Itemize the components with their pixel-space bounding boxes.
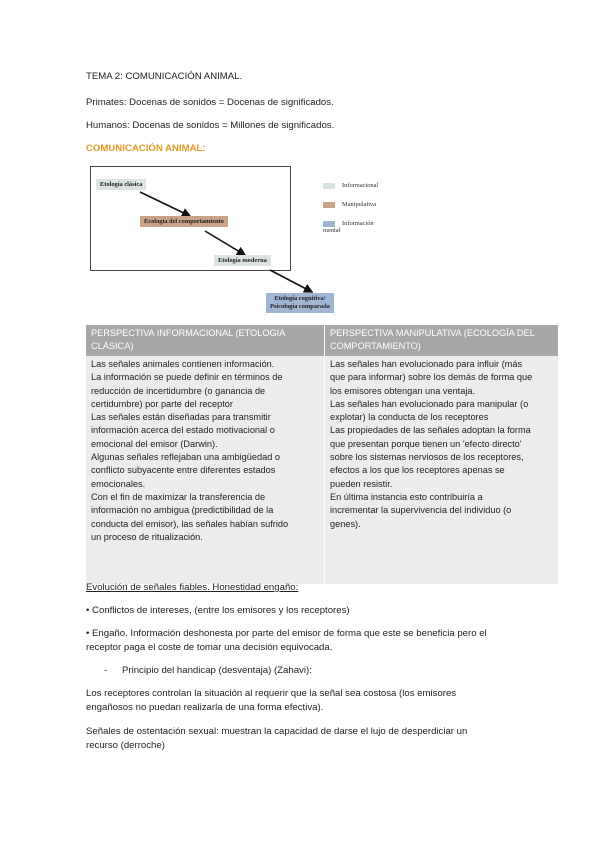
cell-line: Las propiedades de las señales adoptan la forma <box>330 425 531 436</box>
intro-line-primates: Primates: Docenas de sonidos = Docenas de significados. <box>86 97 334 108</box>
legend-label: Informacional <box>342 182 379 189</box>
cell-line: genes). <box>330 518 361 529</box>
cell-line: La información se puede definir en términos de <box>91 372 283 383</box>
para-ostentacion-1: Señales de ostentación sexual: muestran la capacidad de darse el lujo de desperdiciar un <box>86 726 468 737</box>
cell-line: Las señales están diseñadas para transmitir <box>91 412 271 423</box>
arrow-comportamiento-to-moderna <box>205 231 245 255</box>
cell-line: pueden resistir. <box>330 478 393 489</box>
para-receptores-1: Los receptores controlan la situación al requerir que la señal sea costosa (los emisores <box>86 688 457 699</box>
node-cognitiva-line1: Etología cognitiva/ <box>274 295 326 302</box>
bullet-engano: • Engaño. Información deshonesta por parte del emisor de forma que este se beneficia pero el <box>86 628 487 639</box>
cell-line: explotar) la conducta de los receptores <box>330 412 489 423</box>
header-line: CLÁSICA) <box>91 341 134 352</box>
cell-line: certidumbre) por parte del receptor <box>91 398 233 409</box>
ethology-diagram <box>90 166 390 326</box>
cell-line: En última instancia esto contribuiría a <box>330 491 483 502</box>
legend-informacional <box>323 182 378 189</box>
diagram-arrows <box>90 166 390 326</box>
table-header-row <box>86 325 558 356</box>
header-line: COMPORTAMIENTO) <box>330 341 421 352</box>
cell-line: los emisores obtengan una ventaja. <box>330 385 476 396</box>
table-body-row <box>86 356 558 584</box>
cell-line: que para informar) sobre los demás de forma que <box>330 372 533 383</box>
cell-line: Las señales animales contienen información. <box>91 359 275 369</box>
arrow-moderna-to-cognitiva <box>270 270 312 292</box>
arrow-clasica-to-comportamiento <box>140 192 190 216</box>
header-line: PERSPECTIVA INFORMACIONAL (ETOLOGIA <box>91 328 286 338</box>
cell-line: Las señales han evolucionado para influir (más <box>330 359 523 369</box>
cell-line: efectos a los que los receptores apenas se <box>330 465 505 476</box>
cell-line: Con el fin de maximizar la transferencia de <box>91 491 266 502</box>
cell-line: un proceso de ritualización. <box>91 531 203 542</box>
legend-swatch-informacion-mental <box>323 221 335 227</box>
node-etologia-cognitiva <box>266 293 334 313</box>
cell-line: Las señales han evolucionado para manipular (o <box>330 398 529 409</box>
page-heading: TEMA 2: COMUNICACIÓN ANIMAL. <box>86 71 243 82</box>
sub-bullet-handicap: Principio del handicap (desventaja) (Zahavi): <box>122 665 312 676</box>
bullet-conflictos: • Conflictos de intereses, (entre los emisores y los receptores) <box>86 605 350 616</box>
header-manipulativa <box>325 325 559 356</box>
node-etologia-clasica: Etología clásica <box>96 179 146 190</box>
legend-swatch-manipulativa <box>323 202 335 208</box>
cell-line: incrementar la supervivencia del individuo (o <box>330 505 512 516</box>
legend-label: Manipulativa <box>342 201 377 208</box>
cell-line: conflicto subyacente entre diferentes estados <box>91 465 276 476</box>
intro-line-humanos: Humanos: Docenas de sonidos = Millones de significados. <box>86 120 335 131</box>
cell-line: emocionales. <box>91 478 146 489</box>
header-line: PERSPECTIVA MANIPULATIVA (ECOLOGÍA DEL <box>330 328 535 338</box>
cell-line: emocional del emisor (Darwin). <box>91 438 218 449</box>
node-etologia-moderna: Etología moderna <box>214 255 271 266</box>
para-ostentacion-2: recurso (derroche) <box>86 740 165 751</box>
legend-label: Información mental <box>323 220 374 234</box>
legend-swatch-informacional <box>323 183 335 189</box>
node-cognitiva-line2: Psicología comparada <box>270 303 330 310</box>
section-title: COMUNICACIÓN ANIMAL: <box>86 143 206 154</box>
cell-line: información acerca del estado motivacional o <box>91 425 275 436</box>
para-receptores-2: engañosos no puedan realizarla de una forma efectiva). <box>86 702 324 713</box>
bullet-engano-cont: receptor paga el coste de tomar una decisión equivocada. <box>86 642 333 653</box>
perspectives-table <box>86 325 558 584</box>
cell-line: reducción de incertidumbre (o ganancia de <box>91 385 266 396</box>
sub-bullet-marker: - <box>104 665 108 676</box>
cell-line: que presentan porque tienen un 'efecto directo' <box>330 438 522 449</box>
legend-informacion-mental <box>323 220 390 234</box>
evolution-title: Evolución de señales fiables. Honestidad engaño: <box>86 582 299 593</box>
cell-informacional <box>86 356 325 584</box>
cell-line: conducta del emisor), las señales habían sufrido <box>91 518 289 529</box>
cell-line: Algunas señales reflejaban una ambigüedad o <box>91 452 280 463</box>
node-ecologia-comportamiento: Ecología del comportamiento <box>140 216 228 227</box>
legend-manipulativa <box>323 201 376 208</box>
header-informacional <box>86 325 325 356</box>
cell-line: información no ambigua (predictibilidad de la <box>91 505 274 516</box>
cell-manipulativa <box>325 356 559 584</box>
cell-line: sobre los sistemas nerviosos de los receptores, <box>330 452 524 463</box>
